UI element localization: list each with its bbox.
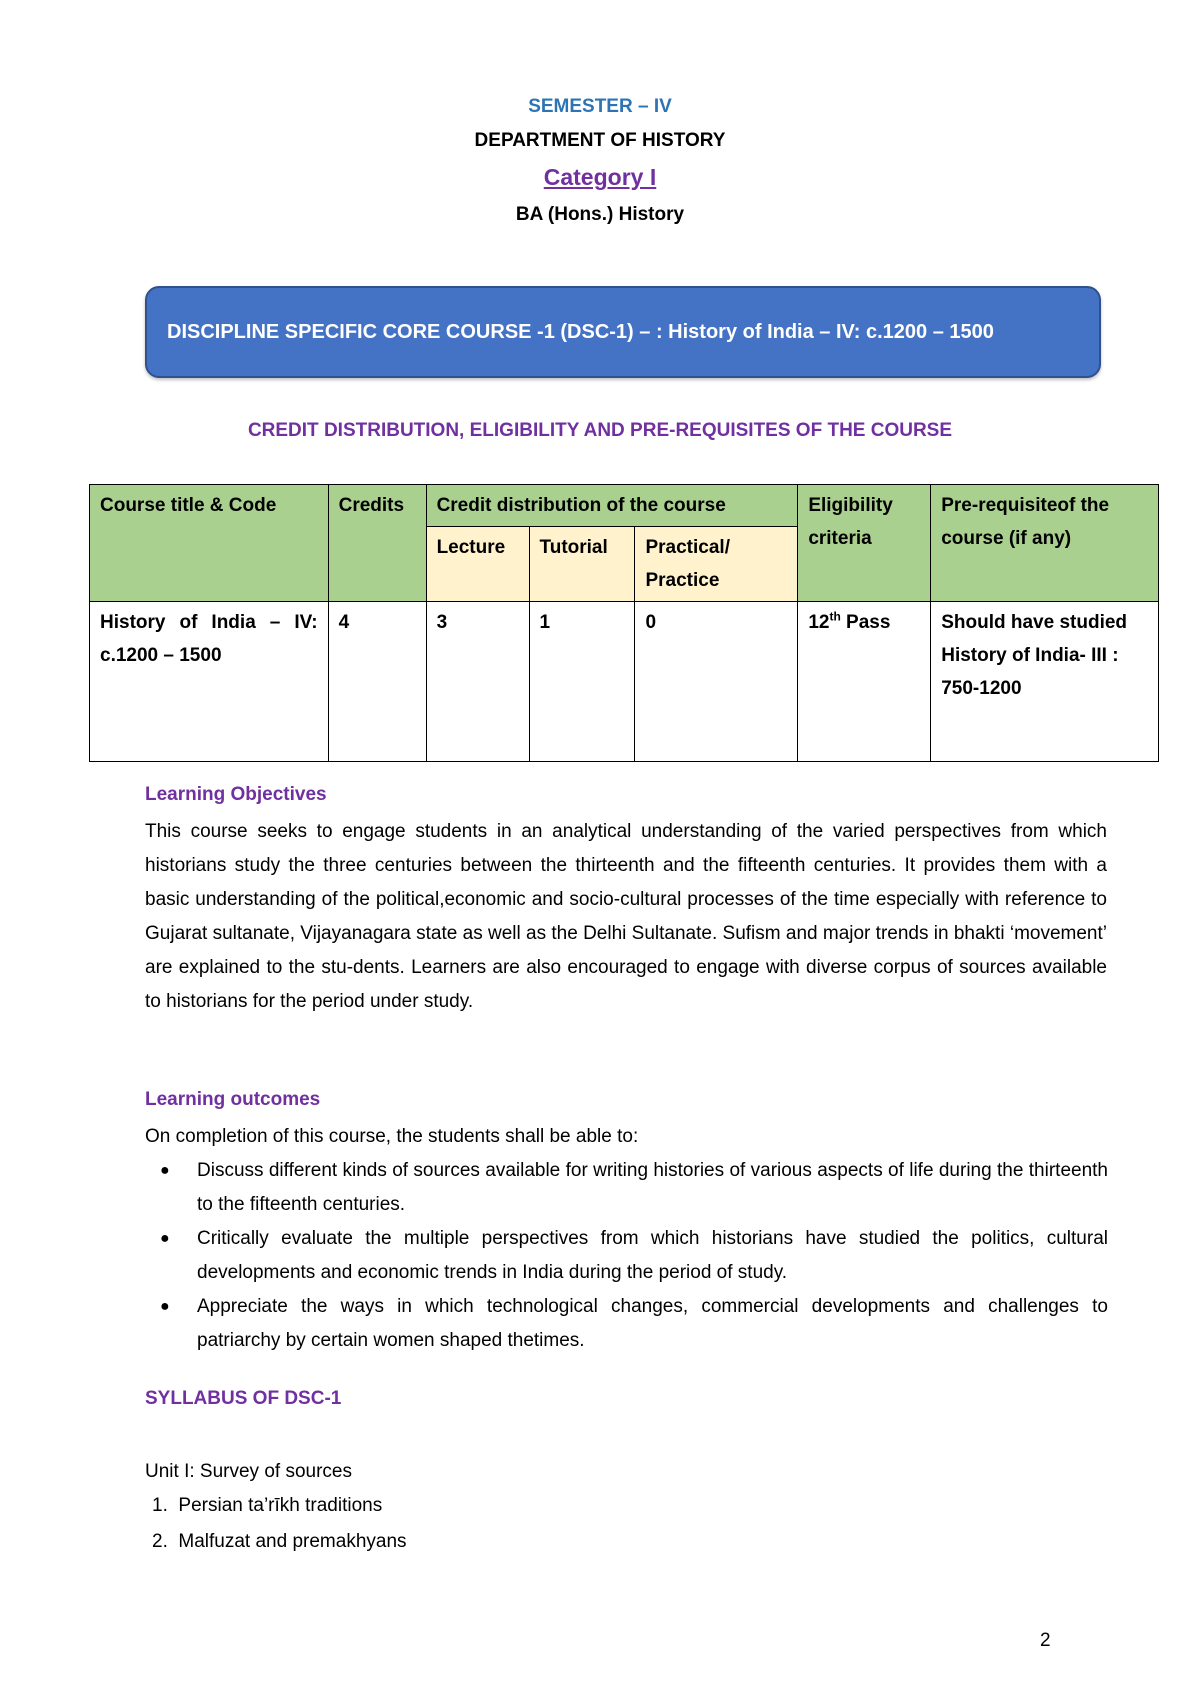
cell-eligibility <box>798 602 931 762</box>
syllabus-item: 2. Malfuzat and premakhyans <box>152 1531 407 1552</box>
syllabus-item: 1. Persian ta’rīkh traditions <box>152 1495 383 1516</box>
cell-credits: 4 <box>328 602 426 762</box>
header-tutorial: Tutorial <box>529 527 635 602</box>
learning-objectives-heading: Learning Objectives <box>145 784 327 805</box>
category-title: Category I <box>543 164 657 190</box>
header-eligibility: Eligibility criteria <box>798 485 931 602</box>
unit-title: Unit I: Survey of sources <box>145 1461 352 1482</box>
table-header-row <box>90 485 1159 527</box>
bullet-icon: ● <box>160 1298 170 1315</box>
bullet-icon: ● <box>160 1230 170 1247</box>
cell-tutorial: 1 <box>529 602 635 762</box>
course-banner <box>145 286 1101 378</box>
page-number: 2 <box>1040 1630 1051 1651</box>
cell-practical: 0 <box>635 602 798 762</box>
table-row <box>90 602 1159 762</box>
header-practical: Practical/ Practice <box>635 527 798 602</box>
list-item-text: Discuss different kinds of sources available for writing histories of various aspects of life during the thirteenth to the fifteenth centuries. <box>197 1160 1108 1215</box>
bullet-icon: ● <box>160 1162 170 1179</box>
program-title: BA (Hons.) History <box>515 204 685 225</box>
eligibility-text: Pass <box>840 612 891 633</box>
course-banner-title: DISCIPLINE SPECIFIC CORE COURSE -1 (DSC-1) – : History of India – IV: c.1200 – 1500 <box>167 320 994 343</box>
department-title: DEPARTMENT OF HISTORY <box>474 130 726 151</box>
header-lecture: Lecture <box>426 527 529 602</box>
learning-outcomes-heading: Learning outcomes <box>145 1089 321 1110</box>
cell-course: History of India – IV: c.1200 – 1500 <box>90 602 329 762</box>
eligibility-superscript: th <box>829 609 841 624</box>
credit-table <box>89 484 1159 762</box>
header-prerequisite: Pre-requisiteof the course (if any) <box>931 485 1159 602</box>
header-credit-distribution: Credit distribution of the course <box>426 485 798 527</box>
credit-distribution-heading: CREDIT DISTRIBUTION, ELIGIBILITY AND PRE-REQUISITES OF THE COURSE <box>247 420 953 441</box>
cell-prerequisite: Should have studied History of India- III : 750-1200 <box>931 602 1159 762</box>
learning-objectives-text: This course seeks to engage students in an analytical understanding of the varied perspectives from which historians study the three centuries between the thirteenth and the fifteenth centuries. It provides them with a basic understanding of the political,economic and socio-cultural processes of the time especially with reference to Gujarat sultanate, Vijayanagara state as well as the Delhi Sultanate. Sufism and major trends in bhakti ‘movement’ are explained to the stu-dents. Learners are also encouraged to engage with diverse corpus of sources available to historians for the period under study. <box>145 821 1107 1012</box>
list-item-text: Critically evaluate the multiple perspectives from which historians have studied the politics, cultural developments and economic trends in India during the period of study. <box>197 1228 1108 1283</box>
header-credits: Credits <box>328 485 426 602</box>
learning-outcomes-intro: On completion of this course, the students shall be able to: <box>145 1126 639 1147</box>
header-course-title: Course title & Code <box>90 485 329 602</box>
list-item-text: Appreciate the ways in which technological changes, commercial developments and challenges to patriarchy by certain women shaped thetimes. <box>197 1296 1108 1351</box>
semester-label: SEMESTER – IV <box>528 96 672 117</box>
syllabus-heading: SYLLABUS OF DSC-1 <box>145 1388 342 1409</box>
cell-lecture: 3 <box>426 602 529 762</box>
eligibility-number: 12 <box>808 612 830 633</box>
